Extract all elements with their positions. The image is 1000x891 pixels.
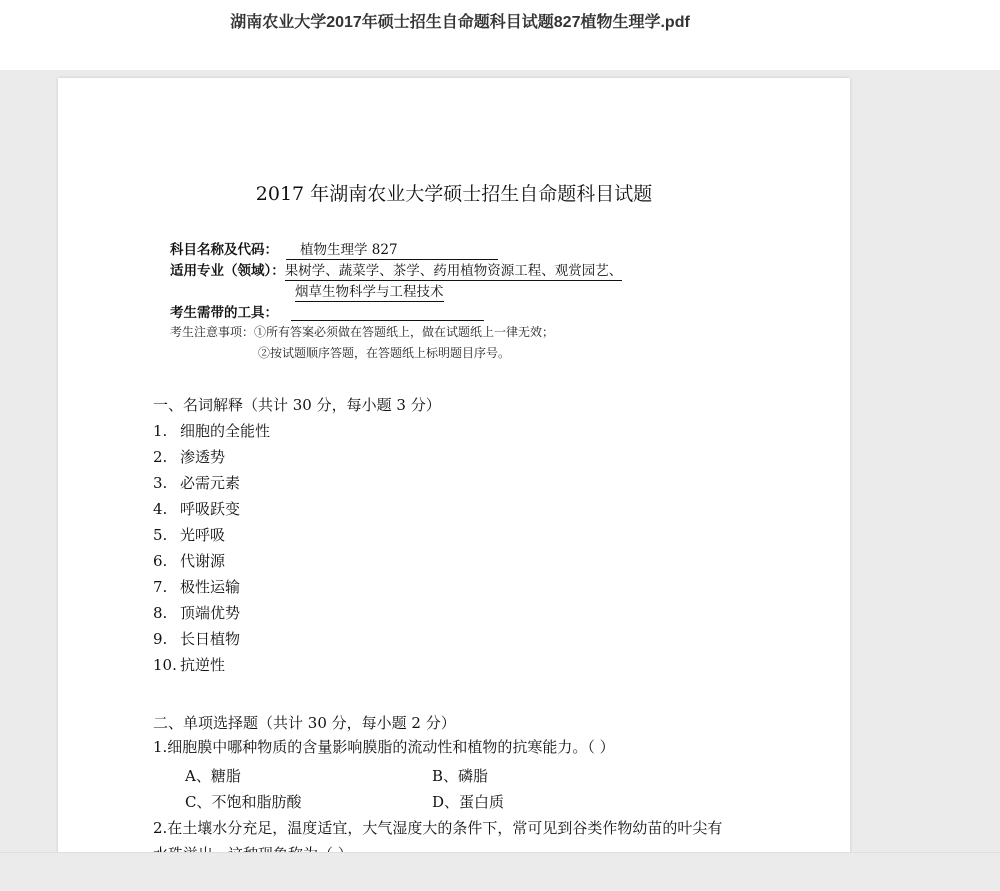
note-1: ①所有答案必须做在答题纸上，做在试题纸上一律无效； bbox=[254, 325, 555, 339]
document-page[interactable] bbox=[58, 78, 850, 878]
major-row bbox=[170, 259, 622, 281]
major-value-line2: 烟草生物科学与工程技术 bbox=[295, 280, 444, 302]
notes-label: 考生注意事项： bbox=[170, 325, 255, 339]
subject-label: 科目名称及代码： bbox=[170, 242, 278, 258]
section2-heading: 二、单项选择题（共计 30 分，每小题 2 分） bbox=[153, 714, 456, 732]
list-item: 4. 呼吸跃变 bbox=[153, 500, 241, 518]
question-1-option-a: A、糖脂 bbox=[185, 767, 241, 785]
exam-title: 2017 年湖南农业大学硕士招生自命题科目试题 bbox=[255, 183, 653, 205]
viewer-toolbar bbox=[0, 0, 1000, 70]
list-item: 7. 极性运输 bbox=[153, 578, 241, 596]
list-item: 1. 细胞的全能性 bbox=[153, 422, 271, 440]
subject-value: 植物生理学 827 bbox=[286, 238, 498, 260]
note-2: ②按试题顺序答题，在答题纸上标明题目序号。 bbox=[258, 346, 511, 360]
major-label: 适用专业（领域）： bbox=[170, 263, 285, 279]
section1-heading: 一、名词解释（共计 30 分，每小题 3 分） bbox=[153, 396, 441, 414]
list-item: 2. 渗透势 bbox=[153, 448, 226, 466]
tools-label: 考生需带的工具： bbox=[170, 305, 278, 321]
question-1-option-c: C、不饱和脂肪酸 bbox=[185, 793, 302, 811]
file-title: 湖南农业大学2017年硕士招生自命题科目试题827植物生理学.pdf bbox=[230, 14, 690, 31]
question-1-option-d: D、蛋白质 bbox=[432, 793, 505, 811]
notes-row-1 bbox=[170, 323, 554, 340]
question-1-option-b: B、磷脂 bbox=[432, 767, 489, 785]
major-value-line1: 果树学、蔬菜学、茶学、药用植物资源工程、观赏园艺、 bbox=[285, 259, 623, 281]
list-item: 6. 代谢源 bbox=[153, 552, 226, 570]
tools-row bbox=[170, 301, 484, 321]
viewer-bottom-bar bbox=[0, 852, 1000, 891]
tools-blank bbox=[291, 304, 484, 321]
list-item: 10. 抗逆性 bbox=[153, 656, 226, 674]
major-row-2 bbox=[295, 280, 444, 302]
list-item: 3. 必需元素 bbox=[153, 474, 241, 492]
subject-row bbox=[170, 238, 498, 260]
list-item: 5. 光呼吸 bbox=[153, 526, 226, 544]
list-item: 9. 长日植物 bbox=[153, 630, 241, 648]
question-2-stem-line1: 2.在土壤水分充足，温度适宜，大气湿度大的条件下，常可见到谷类作物幼苗的叶尖有 bbox=[153, 819, 723, 837]
list-item: 8. 顶端优势 bbox=[153, 604, 241, 622]
question-1-stem: 1.细胞膜中哪种物质的含量影响膜脂的流动性和植物的抗寒能力。（ ） bbox=[153, 738, 615, 756]
